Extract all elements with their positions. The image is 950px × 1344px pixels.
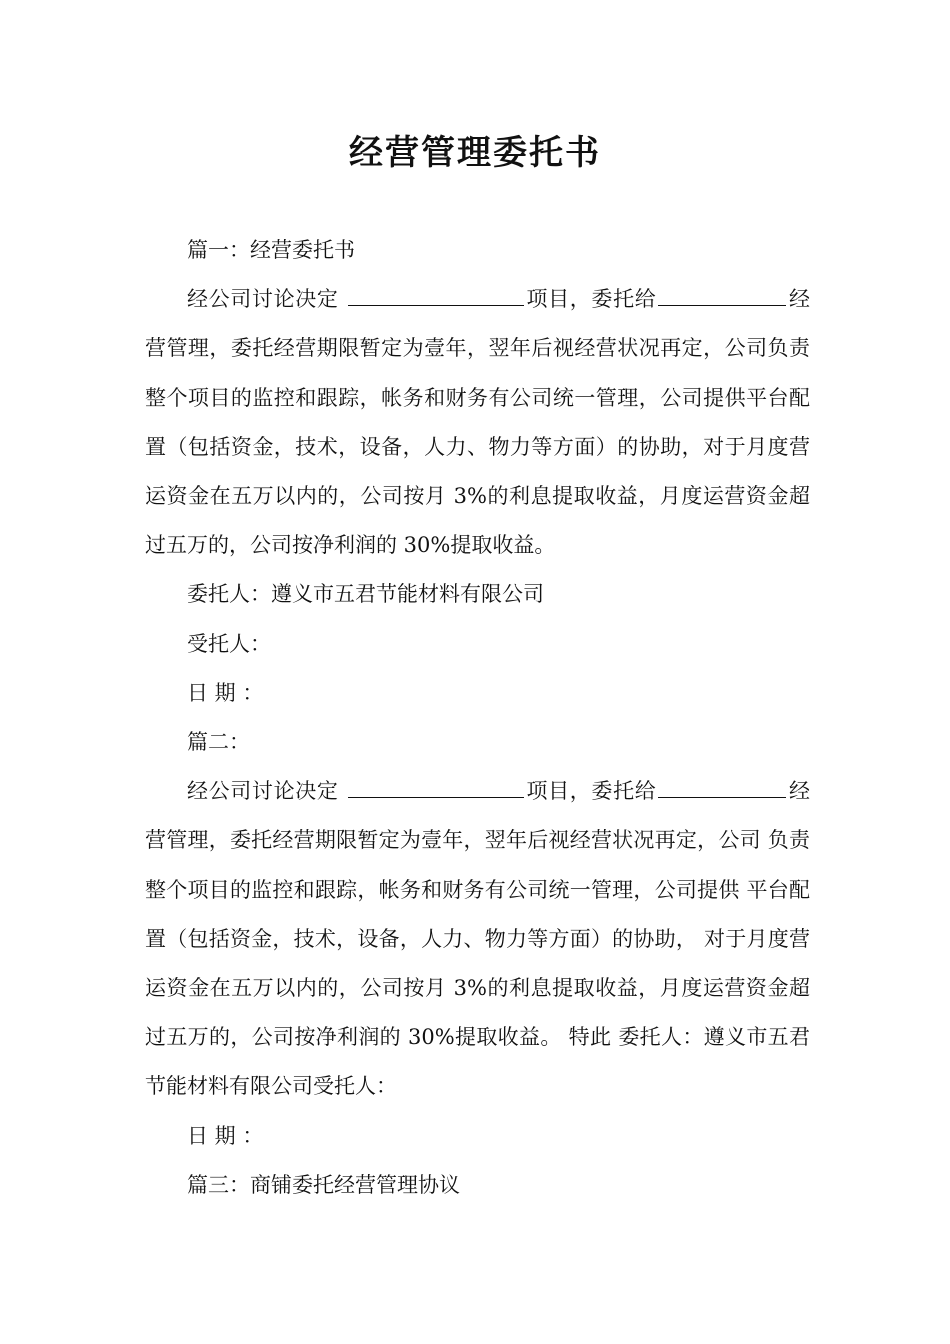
part1-principal: 委托人：遵义市五君节能材料有限公司 xyxy=(187,582,544,607)
document-title: 经营管理委托书 xyxy=(349,133,601,173)
part3-heading: 篇三：商铺委托经营管理协议 xyxy=(187,1172,460,1197)
agent-name-blank xyxy=(658,776,786,798)
part2-heading: 篇二： xyxy=(187,730,250,755)
agent-name-blank xyxy=(658,284,786,306)
project-name-blank xyxy=(348,284,524,306)
project-name-blank xyxy=(348,776,524,798)
document-body xyxy=(145,226,810,1210)
part1-content xyxy=(145,275,810,570)
part1-body: 经营管理，委托经营期限暂定为壹年，翌年后视经营状况再定，公司负责整个项目的监控和跟踪，帐务和财务有公司统一管理，公司提供平台配置（包括资金，技术，设备，人力、物力等方面）的协助，对于月度营运资金在五万以内的，公司按月 3%的利息提取收益，月度运营资金超过五万的，公司按净利润的 30%提取收益。 xyxy=(145,287,811,558)
part1-date: 日 期 ： xyxy=(187,680,264,705)
part2-content xyxy=(145,767,810,1111)
part2-decision-prefix: 经公司讨论决定 xyxy=(187,779,339,804)
part2-project-label: 项目，委托给 xyxy=(525,779,657,804)
part1-heading: 篇一：经营委托书 xyxy=(187,238,355,262)
part2-date: 日 期 ： xyxy=(187,1123,264,1148)
part1-decision-prefix: 经公司讨论决定 xyxy=(187,287,339,312)
part2-body: 经营管理，委托经营期限暂定为壹年，翌年后视经营状况再定，公司 负责整个项目的监控和跟踪，帐务和财务有公司统一管理，公司提供 平台配置（包括资金，技术，设备，人力、物力等方面）的协助， 对于月度营运资金在五万以内的，公司按月 3%的利息提取收益，月度运营资金超过五万的，公司按净利润的 30%提取收益。 特此 委托人：遵义市五君节能材料有限公司受托人： xyxy=(145,779,811,1099)
part1-agent: 受托人： xyxy=(187,631,271,656)
part1-project-label: 项目，委托给 xyxy=(525,287,657,312)
